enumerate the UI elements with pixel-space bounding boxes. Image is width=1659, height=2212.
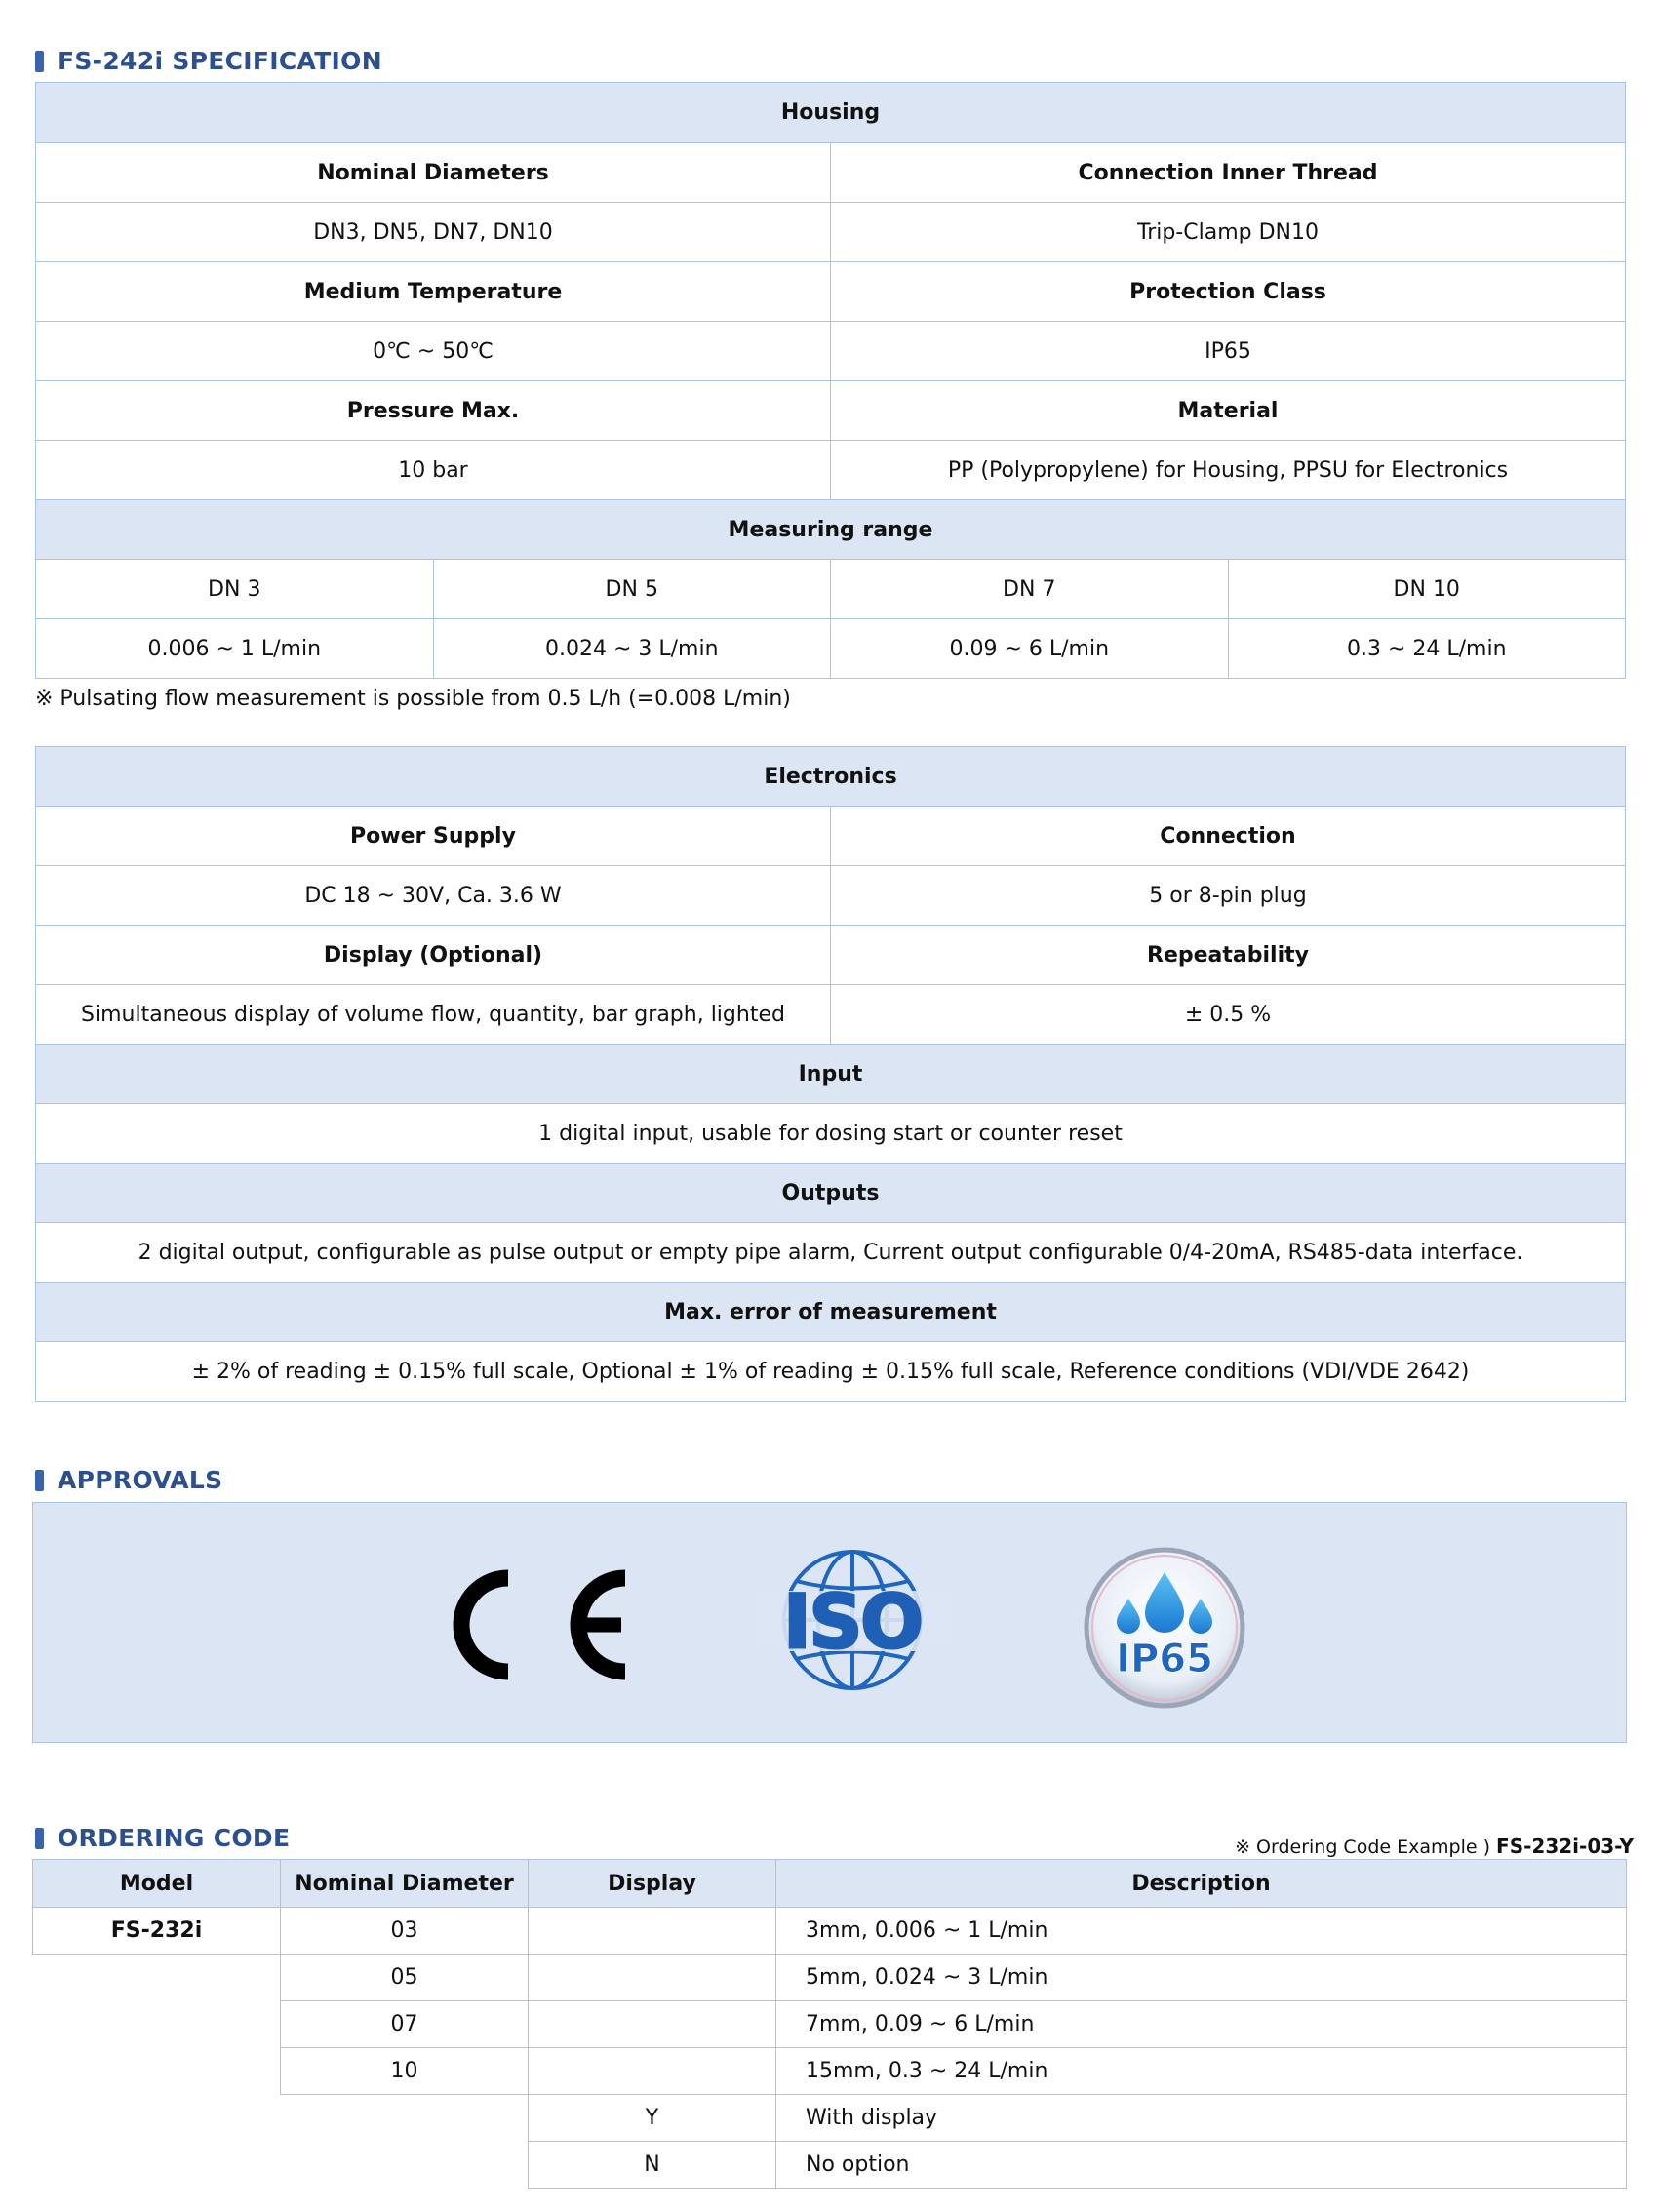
connection-thread-value: Trip-Clamp DN10 bbox=[831, 203, 1626, 262]
description-cell: 3mm, 0.006 ~ 1 L/min bbox=[776, 1908, 1627, 1955]
table-row bbox=[33, 1908, 1627, 1955]
diameter-cell: DN 3 bbox=[36, 560, 434, 619]
table-row bbox=[33, 2001, 1627, 2048]
max-error-value: ± 2% of reading ± 0.15% full scale, Optional ± 1% of reading ± 0.15% full scale, Reference conditions (VDI/VDE 2642) bbox=[36, 1342, 1626, 1402]
protection-class-label: Protection Class bbox=[831, 262, 1626, 322]
section-marker bbox=[35, 51, 44, 72]
diameter-cell: DN 7 bbox=[831, 560, 1229, 619]
nominal-diameters-label: Nominal Diameters bbox=[36, 143, 831, 203]
power-supply-value: DC 18 ~ 30V, Ca. 3.6 W bbox=[36, 866, 831, 926]
range-cell: 0.09 ~ 6 L/min bbox=[831, 619, 1229, 679]
diameter-code-cell: 05 bbox=[281, 1955, 529, 2001]
ordering-title: ORDERING CODE bbox=[58, 1824, 291, 1852]
diameter-code-cell: 03 bbox=[281, 1908, 529, 1955]
ip65-text: IP65 bbox=[1116, 1637, 1213, 1681]
diameter-cell: DN 10 bbox=[1228, 560, 1626, 619]
medium-temperature-value: 0℃ ~ 50℃ bbox=[36, 322, 831, 381]
electronics-table bbox=[35, 746, 1626, 1402]
model-cell: FS-232i bbox=[33, 1908, 281, 1955]
input-header: Input bbox=[36, 1045, 1626, 1104]
iso-logo bbox=[755, 1547, 950, 1693]
description-cell: 5mm, 0.024 ~ 3 L/min bbox=[776, 1955, 1627, 2001]
housing-table bbox=[35, 82, 1626, 679]
spec-section-title bbox=[35, 47, 382, 75]
connection-label: Connection bbox=[831, 807, 1626, 866]
display-code-cell bbox=[529, 2001, 776, 2048]
ordering-table bbox=[32, 1859, 1627, 2189]
outputs-header: Outputs bbox=[36, 1164, 1626, 1223]
material-value: PP (Polypropylene) for Housing, PPSU for Electronics bbox=[831, 441, 1626, 500]
connection-value: 5 or 8-pin plug bbox=[831, 866, 1626, 926]
description-cell: With display bbox=[776, 2095, 1627, 2142]
ordering-example bbox=[1235, 1835, 1634, 1858]
material-label: Material bbox=[831, 381, 1626, 441]
spec-title: FS-242i SPECIFICATION bbox=[58, 47, 382, 75]
nominal-diameters-value: DN3, DN5, DN7, DN10 bbox=[36, 203, 831, 262]
pulsating-flow-note: ※ Pulsating flow measurement is possible from 0.5 L/h (=0.008 L/min) bbox=[35, 687, 791, 711]
outputs-value: 2 digital output, configurable as pulse output or empty pipe alarm, Current output configurable 0/4-20mA, RS485-data interface. bbox=[36, 1223, 1626, 1283]
connection-thread-label: Connection Inner Thread bbox=[831, 143, 1626, 203]
measuring-range-header: Measuring range bbox=[36, 500, 1626, 560]
model-column-header: Model bbox=[33, 1860, 281, 1908]
max-error-header: Max. error of measurement bbox=[36, 1283, 1626, 1342]
description-column-header: Description bbox=[776, 1860, 1627, 1908]
repeatability-label: Repeatability bbox=[831, 926, 1626, 985]
ordering-section-title bbox=[35, 1824, 290, 1852]
iso-text: ISO bbox=[783, 1578, 922, 1665]
electronics-header: Electronics bbox=[36, 747, 1626, 807]
diameter-code-cell: 07 bbox=[281, 2001, 529, 2048]
description-cell: 7mm, 0.09 ~ 6 L/min bbox=[776, 2001, 1627, 2048]
display-value: Simultaneous display of volume flow, quantity, bar graph, lighted bbox=[36, 985, 831, 1045]
ordering-example-prefix: ※ Ordering Code Example ) bbox=[1235, 1837, 1490, 1858]
range-cell: 0.006 ~ 1 L/min bbox=[36, 619, 434, 679]
diameter-column-header: Nominal Diameter bbox=[281, 1860, 529, 1908]
diameter-cell: DN 5 bbox=[433, 560, 831, 619]
display-label: Display (Optional) bbox=[36, 926, 831, 985]
display-column-header: Display bbox=[529, 1860, 776, 1908]
description-cell: No option bbox=[776, 2142, 1627, 2189]
approvals-section-title bbox=[35, 1466, 222, 1494]
table-row bbox=[33, 1955, 1627, 2001]
pressure-max-value: 10 bar bbox=[36, 441, 831, 500]
power-supply-label: Power Supply bbox=[36, 807, 831, 866]
repeatability-value: ± 0.5 % bbox=[831, 985, 1626, 1045]
range-cell: 0.024 ~ 3 L/min bbox=[433, 619, 831, 679]
medium-temperature-label: Medium Temperature bbox=[36, 262, 831, 322]
display-code-cell: Y bbox=[529, 2095, 776, 2142]
housing-header: Housing bbox=[36, 83, 1626, 143]
approvals-title: APPROVALS bbox=[58, 1466, 223, 1494]
pressure-max-label: Pressure Max. bbox=[36, 381, 831, 441]
input-value: 1 digital input, usable for dosing start or counter reset bbox=[36, 1104, 1626, 1164]
protection-class-value: IP65 bbox=[831, 322, 1626, 381]
range-cell: 0.3 ~ 24 L/min bbox=[1228, 619, 1626, 679]
table-row bbox=[33, 2142, 1627, 2189]
display-code-cell: N bbox=[529, 2142, 776, 2189]
display-code-cell bbox=[529, 1908, 776, 1955]
section-marker bbox=[35, 1470, 44, 1491]
diameter-code-cell: 10 bbox=[281, 2048, 529, 2095]
ce-mark-logo bbox=[448, 1566, 643, 1683]
approvals-panel bbox=[32, 1502, 1627, 1743]
ordering-example-code: FS-232i-03-Y bbox=[1496, 1835, 1634, 1858]
section-marker bbox=[35, 1828, 44, 1849]
display-code-cell bbox=[529, 1955, 776, 2001]
ip65-logo bbox=[1082, 1545, 1247, 1711]
table-row bbox=[33, 2095, 1627, 2142]
description-cell: 15mm, 0.3 ~ 24 L/min bbox=[776, 2048, 1627, 2095]
display-code-cell bbox=[529, 2048, 776, 2095]
table-row bbox=[33, 2048, 1627, 2095]
